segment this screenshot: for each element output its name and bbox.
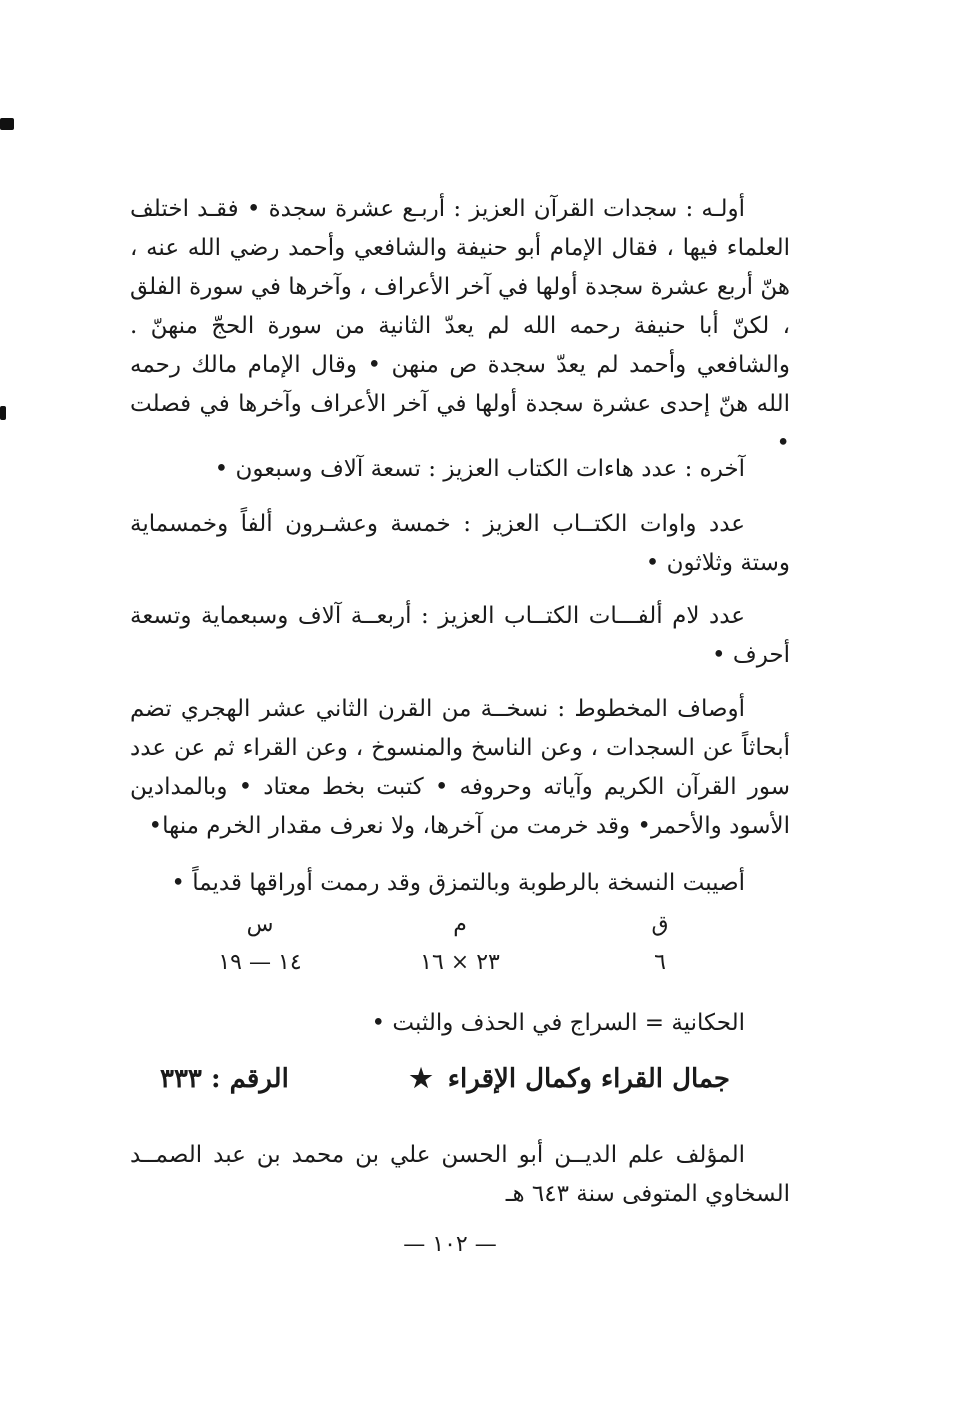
reference-paragraph xyxy=(130,1004,790,1043)
condition-text: أصيبت النسخة بالرطوبة وبالتمزق وقد رممت أوراقها قديماً • xyxy=(171,870,745,896)
scan-edge-mark xyxy=(0,118,14,130)
author-paragraph xyxy=(130,1136,790,1214)
entry-number: الرقم : ٣٣٣ xyxy=(160,1064,289,1094)
condition-paragraph xyxy=(130,864,790,903)
author-text: المؤلف علم الديــن أبو الحسن علي بن محمد بن عبد الصمــد السخاوي المتوفى سنة ٦٤٣ هـ xyxy=(130,1142,790,1207)
scan-edge-mark xyxy=(0,406,6,420)
waw-count-text: عدد واوات الكتــاب العزيز : خمسة وعشـرون ألفاً وخمسماية وستة وثلاثون • xyxy=(130,511,790,576)
lam-alif-count-text: عدد لام ألفـــات الكتــاب العزيز : أربعــة آلاف وسبعماية وتسعة أحرف • xyxy=(130,603,790,668)
explicit-paragraph xyxy=(130,450,790,489)
manuscript-description-paragraph xyxy=(130,690,790,846)
entry-title: جمال القراء وكمال الإقراء xyxy=(447,1064,730,1094)
incipit-text: أولـه : سجدات القرآن العزيز : أربـع عشرة سجدة • فقـد اختلف العلماء فيها ، فقال الإمام أبو حنيفة والشافعي وأحمد رضي الله عنه ، هنّ أربع عشرة سجدة أولها في آخر الأعراف ، وآخرها في سورة الفلق ، لكنّ أبا حنيفة رحمه الله لم يعدّ الثانية من سورة الحجّ منهنّ . والشافعي وأحمد لم يعدّ سجدة ص منهن • وقال الإمام مالك رحمه الله هنّ إحدى عشرة سجدة أولها في آخر الأعراف وآخرها في فصلت • xyxy=(130,196,790,456)
folios-label: ق xyxy=(651,912,669,937)
star-icon: ★ xyxy=(409,1064,433,1094)
explicit-text: آخره : عدد هاءات الكتاب العزيز : تسعة آلاف وسبعون • xyxy=(214,456,745,482)
lam-alif-count-paragraph xyxy=(130,597,790,675)
entry-title-wrap xyxy=(409,1064,730,1094)
manuscript-description-text: أوصاف المخطوط : نسخــة من القرن الثاني عشر الهجري تضم أبحاثاً عن السجدات ، وعن الناسخ والمنسوخ ، وعن القراء ثم عن عدد سور القرآن الكريم وآياته وحروفه • كتبت بخط معتاد • وبالمدادين الأسود والأحمر• وقد خرمت من آخرها، ولا نعرف مقدار الخرم منها• xyxy=(130,696,790,839)
size-label: م xyxy=(453,912,467,937)
page-number: — ١٠٢ — xyxy=(403,1232,497,1257)
waw-count-paragraph xyxy=(130,505,790,583)
lines-value: ١٤ — ١٩ xyxy=(218,950,302,975)
entry-heading xyxy=(160,1064,730,1108)
reference-text: الحكانية = السراج في الحذف والثبت • xyxy=(371,1010,745,1036)
incipit-paragraph xyxy=(130,190,790,463)
folios-value: ٦ xyxy=(654,950,666,975)
lines-label: س xyxy=(246,912,274,937)
size-value: ٢٣ × ١٦ xyxy=(420,950,500,975)
